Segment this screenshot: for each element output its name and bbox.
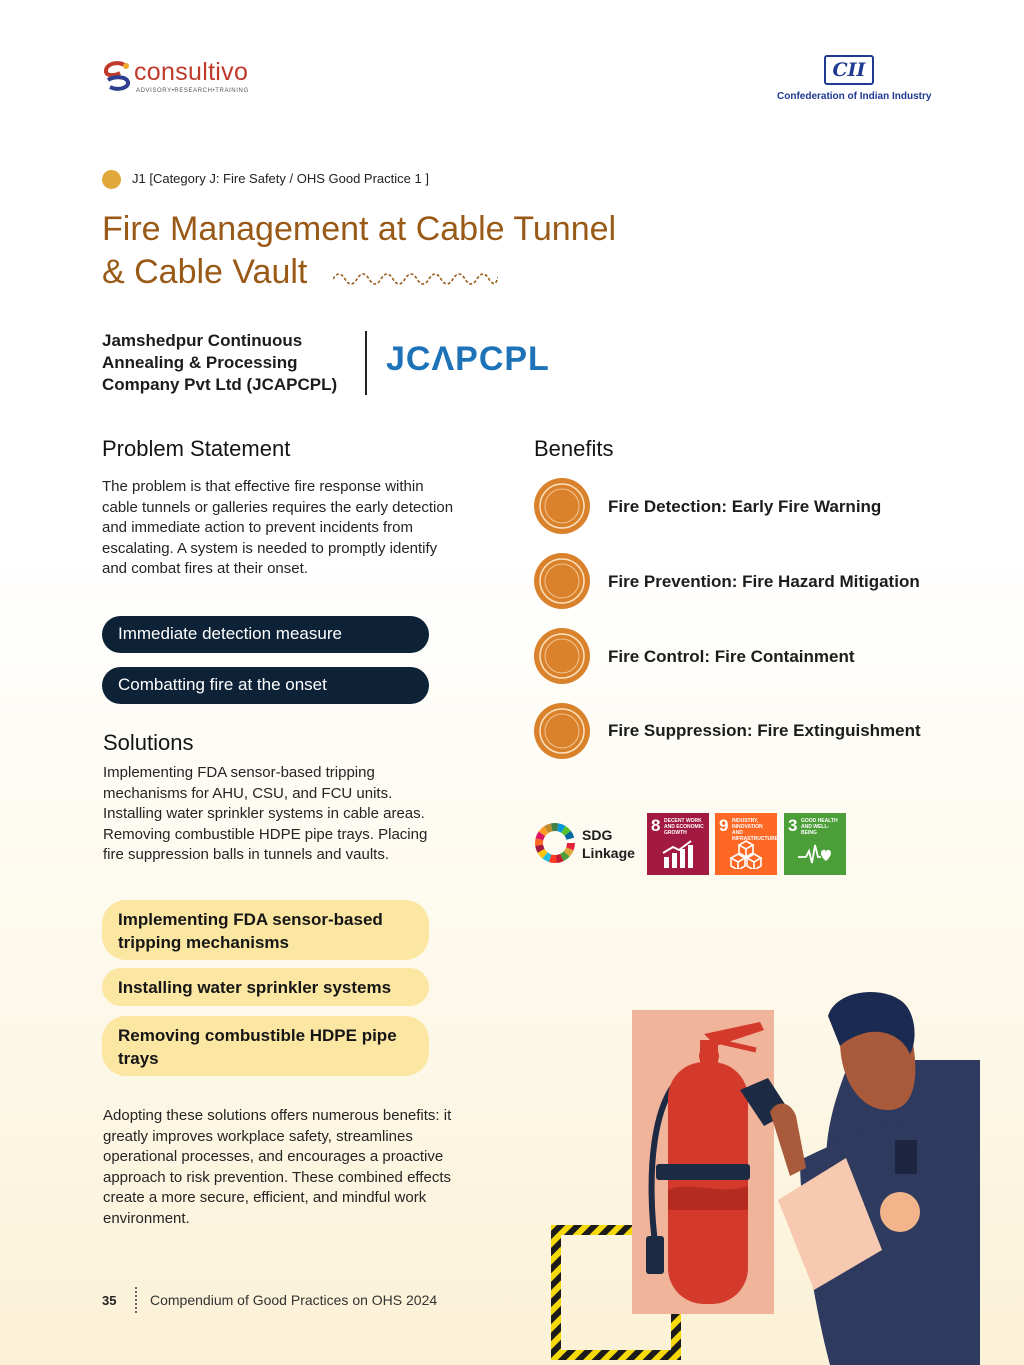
solution-pill: Removing combustible HDPE pipe trays xyxy=(102,1016,429,1076)
fire-extinguisher-illustration xyxy=(540,990,980,1365)
page-number: 35 xyxy=(102,1293,117,1308)
sdg-caption: INDUSTRY, INNOVATION AND INFRASTRUCTURE xyxy=(732,818,779,842)
sdg-tile-3 xyxy=(784,813,846,875)
closing-text: Adopting these solutions offers numerous benefits: it greatly improves workplace safety, streamlines operational processes, and encourages a proactive approach to risk prevention. These combined effects create a more secure, efficient, and mindful work environment. xyxy=(103,1107,452,1227)
growth-chart-icon xyxy=(661,839,695,869)
cubes-icon xyxy=(729,839,763,869)
problem-text: The problem is that effective fire response within cable tunnels or galleries requires the early detection and immediate action to prevent incidents from escalating. A system is needed to promptly identify and combat fires at their onset. xyxy=(102,478,454,577)
solutions-heading: Solutions xyxy=(103,730,194,755)
sdg-wheel-icon xyxy=(534,822,576,864)
sdg-caption: GOOD HEALTH AND WELL-BEING xyxy=(801,818,838,836)
consultivo-swirl-icon xyxy=(102,60,132,92)
footer-divider xyxy=(135,1287,137,1313)
benefit-item: Fire Control: Fire Containment xyxy=(608,647,855,666)
sdg-label-line-1: SDG xyxy=(582,827,613,843)
problem-heading: Problem Statement xyxy=(102,436,291,461)
benefit-circle-icon xyxy=(534,553,590,609)
company-name xyxy=(102,330,337,396)
category-dot-icon xyxy=(102,170,121,189)
solution-pill: Implementing FDA sensor-based tripping mechanisms xyxy=(102,900,429,960)
cii-logo xyxy=(770,55,930,105)
benefits-heading: Benefits xyxy=(534,436,614,461)
sdg-number: 9 xyxy=(719,816,729,835)
solutions-text: Implementing FDA sensor-based tripping mechanisms for AHU, CSU, and FCU units. Installing water sprinkler systems in cable areas. Removing combustible HDPE pipe trays. Placing fire suppression balls in tunnels and vaults. xyxy=(103,764,428,863)
company-line-1: Jamshedpur Continuous xyxy=(102,331,303,350)
benefit-item: Fire Prevention: Fire Hazard Mitigation xyxy=(608,572,920,591)
problem-pill: Combatting fire at the onset xyxy=(102,667,429,704)
sdg-tile-8 xyxy=(647,813,709,875)
benefit-circle-icon xyxy=(534,628,590,684)
consultivo-tagline: ADVISORY•RESEARCH•TRAINING xyxy=(136,88,249,94)
benefit-circle-icon xyxy=(534,703,590,759)
cii-name: Confederation of Indian Industry xyxy=(777,91,932,102)
footer-publication: Compendium of Good Practices on OHS 2024 xyxy=(150,1292,438,1308)
sdg-number: 8 xyxy=(651,816,661,835)
divider xyxy=(365,331,367,395)
sdg-number: 3 xyxy=(788,816,798,835)
problem-pill: Immediate detection measure xyxy=(102,616,429,653)
company-logo: JCΛPCPL xyxy=(386,340,550,378)
consultivo-logo xyxy=(102,58,272,98)
title-line-2: & Cable Vault xyxy=(102,253,308,291)
title-line-1: Fire Management at Cable Tunnel xyxy=(102,210,617,248)
company-line-2: Annealing & Processing xyxy=(102,353,298,372)
consultivo-wordmark: consultivo xyxy=(134,58,249,86)
category-label: J1 [Category J: Fire Safety / OHS Good Practice 1 ] xyxy=(132,171,429,186)
sdg-caption: DECENT WORK AND ECONOMIC GROWTH xyxy=(664,818,704,836)
benefit-circle-icon xyxy=(534,478,590,534)
sdg-label xyxy=(582,826,635,862)
heartbeat-icon xyxy=(798,839,832,869)
squiggle-decoration-icon xyxy=(333,265,498,285)
benefit-item: Fire Suppression: Fire Extinguishment xyxy=(608,721,921,740)
company-line-3: Company Pvt Ltd (JCAPCPL) xyxy=(102,375,338,394)
cii-mark: CII xyxy=(824,55,874,85)
sdg-label-line-2: Linkage xyxy=(582,845,635,861)
benefit-item: Fire Detection: Early Fire Warning xyxy=(608,497,882,516)
sdg-tile-9 xyxy=(715,813,777,875)
solution-pill: Installing water sprinkler systems xyxy=(102,968,429,1006)
